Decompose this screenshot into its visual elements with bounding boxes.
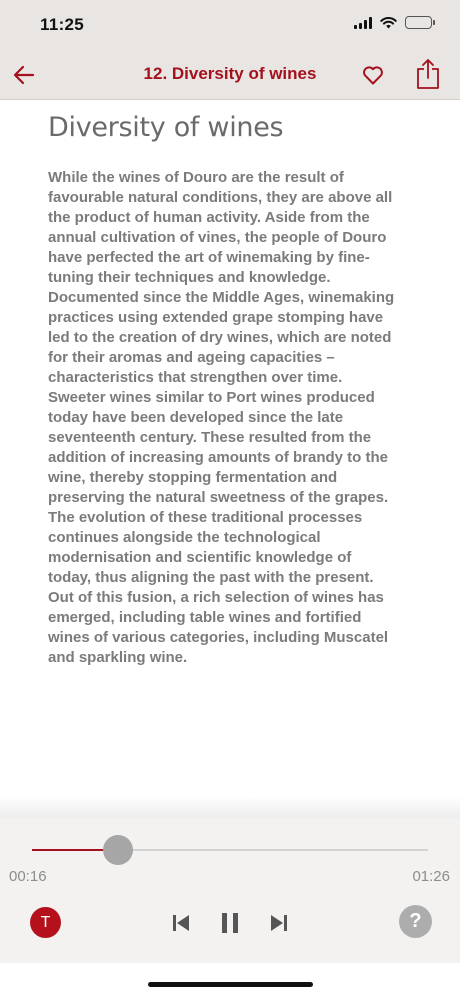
pause-button[interactable]: [217, 910, 243, 936]
previous-button[interactable]: [168, 910, 194, 936]
article-paragraph: Sweeter wines similar to Port wines produced today have been developed since the late seventeenth century. These resulted from the addition of increasing amounts of brandy to the wine, thereby stopping fermentation and preserving the natural sweetness of the grapes.: [48, 389, 389, 506]
article: [48, 100, 398, 668]
wifi-icon: [380, 16, 397, 29]
bottom-safe-area: [0, 963, 460, 996]
cellular-signal-icon: [354, 17, 372, 29]
page-title: Diversity of wines: [48, 112, 284, 143]
pause-icon: [219, 912, 241, 934]
status-time: 11:25: [40, 15, 85, 34]
elapsed-time: 00:16: [9, 868, 47, 885]
article-body: [48, 168, 398, 668]
progress-thumb[interactable]: [103, 835, 133, 865]
status-bar: [0, 0, 460, 50]
arrow-left-icon: [13, 65, 35, 85]
next-button[interactable]: [266, 910, 292, 936]
article-paragraph: The evolution of these traditional processes continues alongside the technological modernisation and scientific knowledge of today, thus aligning the past with the present. Out of this fusion, a rich selection of wines has emerged, including table wines and fortified wines of various categories, including Muscatel and sparkling wine.: [48, 509, 389, 666]
status-icons: [354, 16, 432, 29]
player-shadow: [0, 796, 460, 818]
back-button[interactable]: [8, 59, 40, 91]
share-button[interactable]: [412, 56, 444, 92]
favorite-button[interactable]: [358, 60, 388, 90]
nav-title: 12. Diversity of wines: [143, 64, 317, 83]
help-button[interactable]: ?: [399, 905, 432, 938]
progress-track[interactable]: [32, 849, 428, 851]
audio-player: [0, 818, 460, 963]
heart-outline-icon: [362, 65, 384, 85]
battery-icon: [405, 16, 432, 29]
total-time: 01:26: [412, 868, 450, 885]
skip-previous-icon: [170, 913, 192, 933]
home-indicator: [148, 982, 313, 987]
navigation-bar: [0, 50, 460, 100]
skip-next-icon: [268, 913, 290, 933]
share-icon: [416, 58, 440, 90]
article-paragraph: While the wines of Douro are the result of favourable natural conditions, they are above all the product of human activity. Aside from the annual cultivation of vines, the people of Douro have perfected the art of winemaking by fine-tuning their techniques and knowledge.: [48, 169, 393, 286]
text-toggle-button[interactable]: T: [30, 907, 61, 938]
article-paragraph: Documented since the Middle Ages, winemaking practices using extended grape stomping have led to the creation of dry wines, which are noted for their aromas and ageing capacities – characteristics that strengthen over time.: [48, 289, 395, 386]
